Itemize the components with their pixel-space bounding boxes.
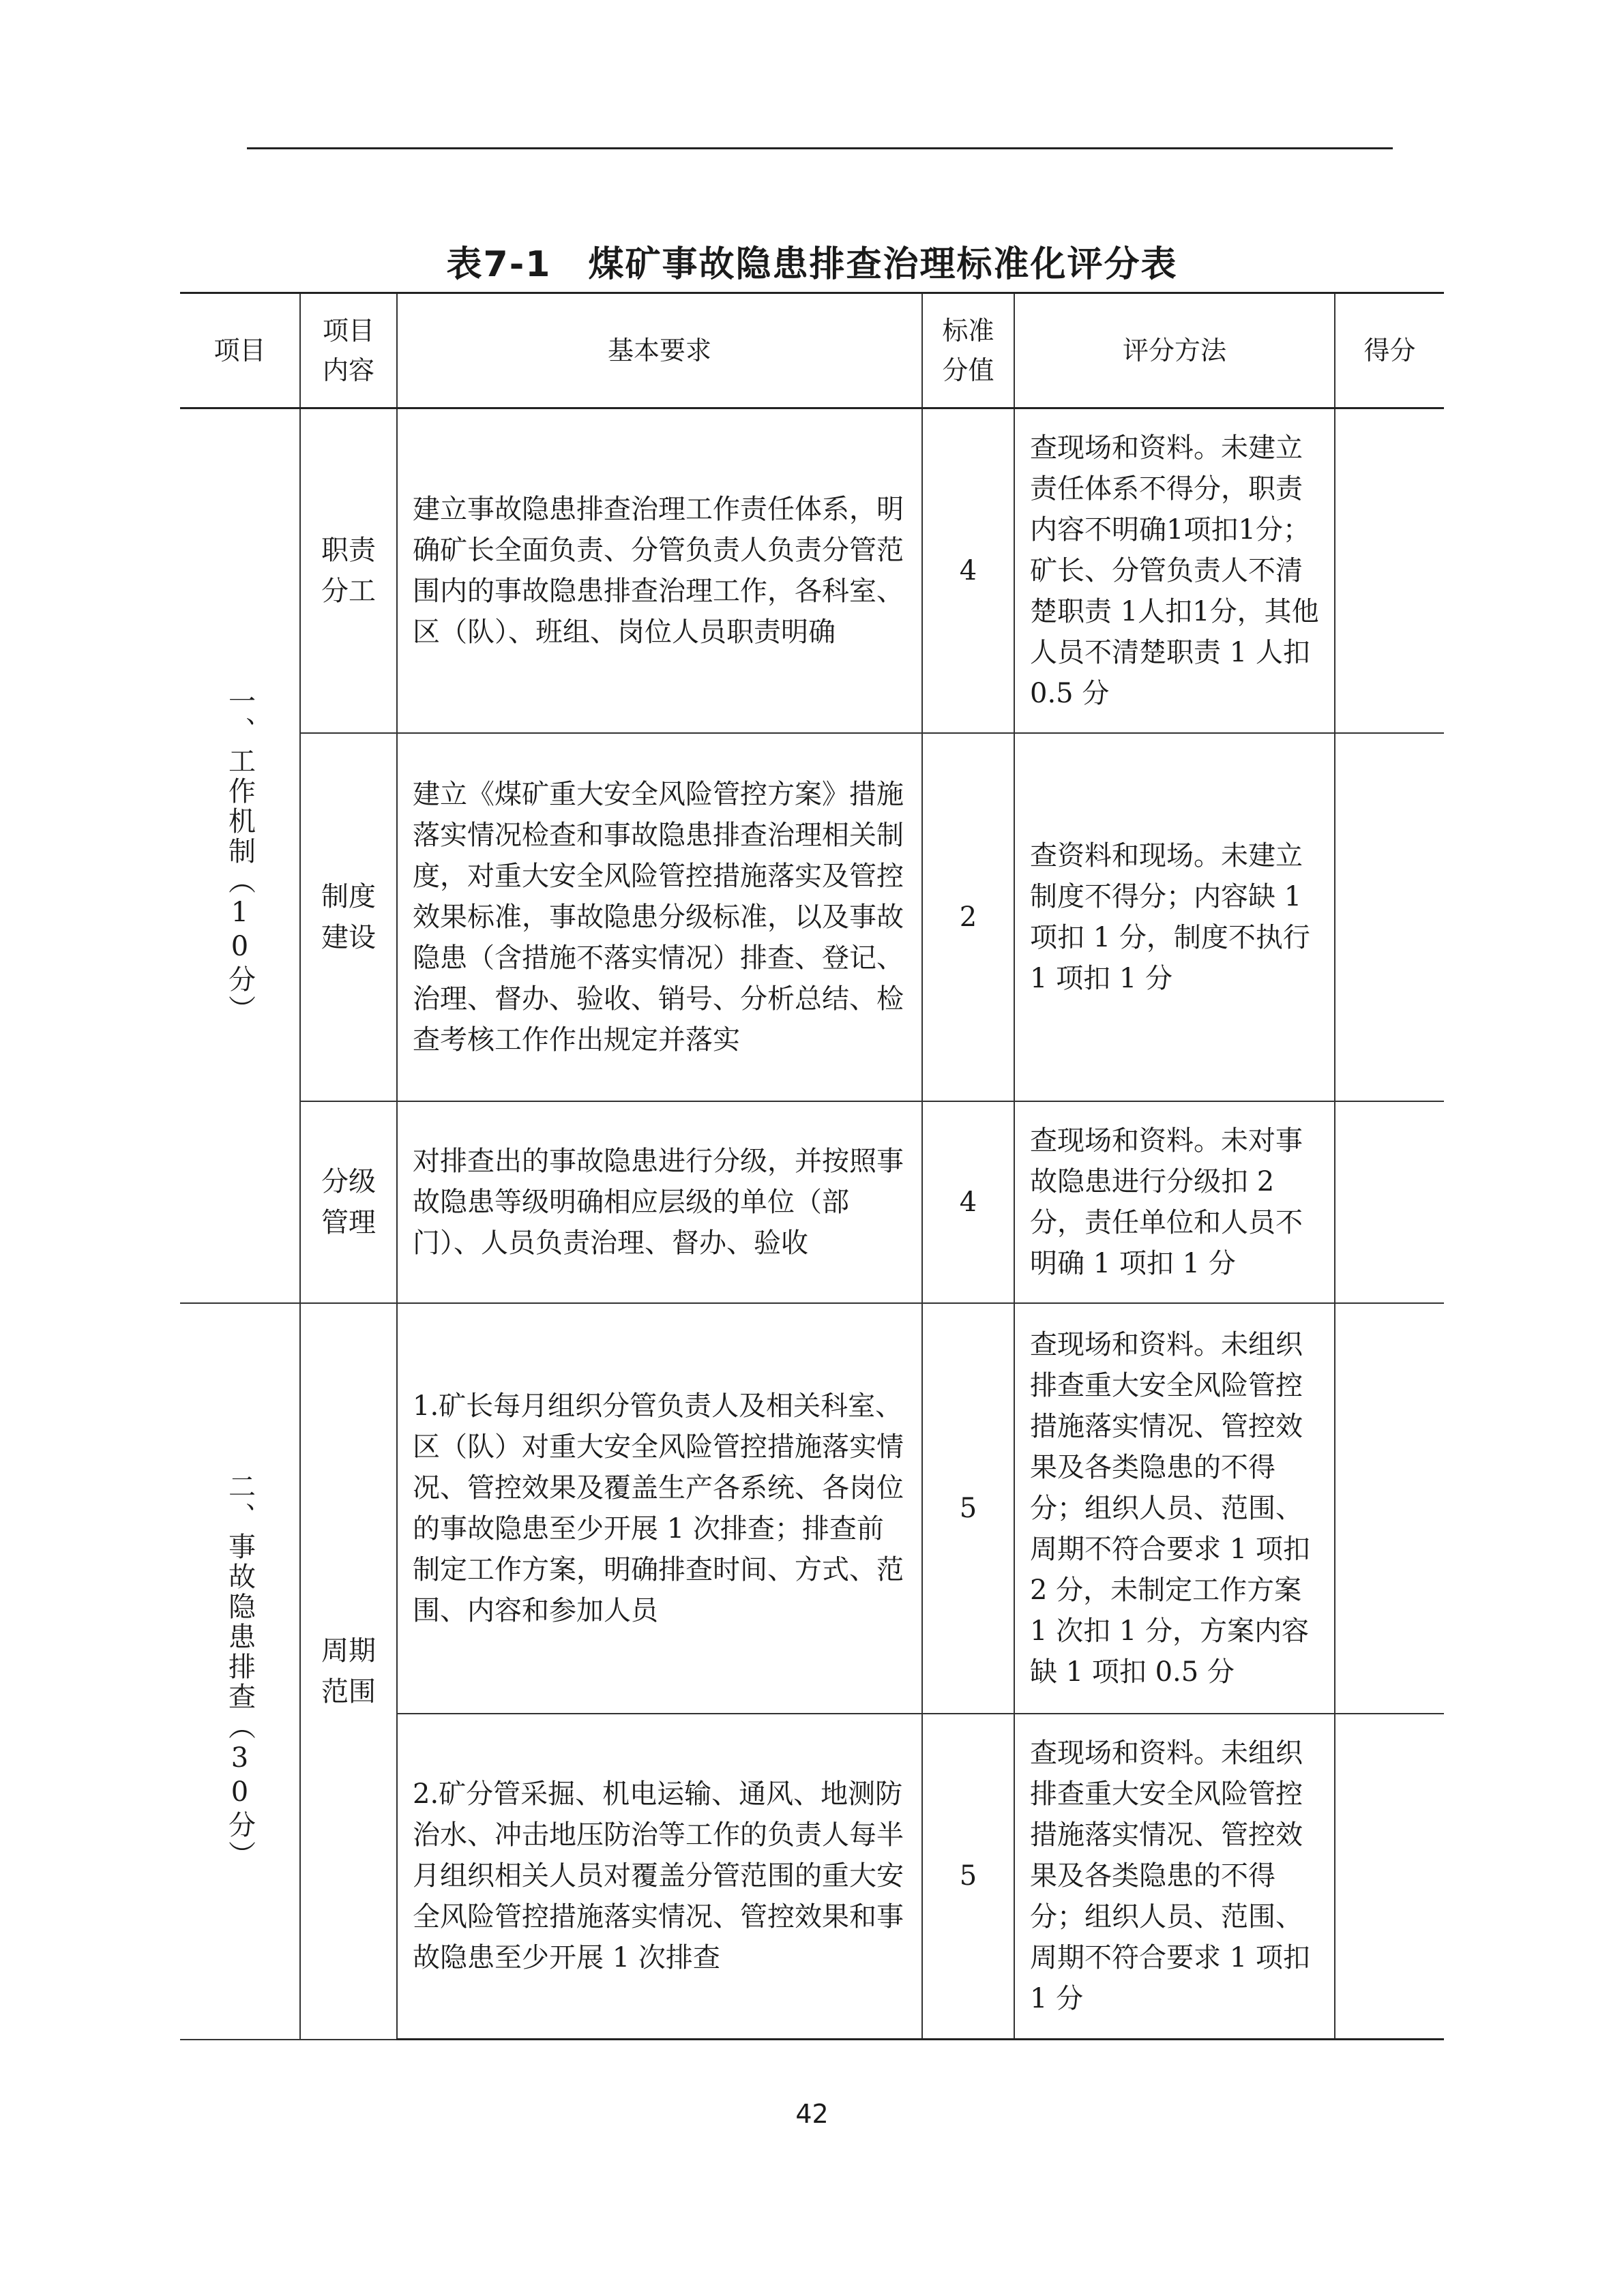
content-cell: 职责分工 <box>300 408 397 733</box>
requirement-cell: 对排查出的事故隐患进行分级，并按照事故隐患等级明确相应层级的单位（部门）、人员负责治理、督办、验收 <box>397 1101 922 1303</box>
header-score: 标准分值 <box>922 293 1014 408</box>
content-cell: 制度建设 <box>300 733 397 1101</box>
method-cell: 查现场和资料。未对事故隐患进行分级扣 2 分，责任单位和人员不明确 1 项扣 1 分 <box>1014 1101 1335 1303</box>
table-header-row <box>180 293 1444 408</box>
table-title: 表7-1 煤矿事故隐患排查治理标准化评分表 <box>446 244 1178 285</box>
score-cell: 4 <box>922 408 1014 733</box>
method-cell: 查现场和资料。未建立责任体系不得分，职责内容不明确1项扣1分；矿长、分管负责人不清楚职责 1人扣1分，其他人员不清楚职责 1 人扣 0.5 分 <box>1014 408 1335 733</box>
score-cell: 5 <box>922 1714 1014 2040</box>
content-cell: 分级管理 <box>300 1101 397 1303</box>
table-row <box>180 733 1444 1101</box>
result-cell[interactable] <box>1335 733 1444 1101</box>
header-result: 得分 <box>1335 293 1444 408</box>
requirement-cell: 建立《煤矿重大安全风险管控方案》措施落实情况检查和事故隐患排查治理相关制度，对重大安全风险管控措施落实及管控效果标准，事故隐患分级标准，以及事故隐患（含措施不落实情况）排查、登记、治理、督办、验收、销号、分析总结、检查考核工作作出规定并落实 <box>397 733 922 1101</box>
header-requirement: 基本要求 <box>397 293 922 408</box>
score-cell: 5 <box>922 1303 1014 1714</box>
group-label-cell <box>180 1303 300 2040</box>
result-cell[interactable] <box>1335 408 1444 733</box>
requirement-cell: 2.矿分管采掘、机电运输、通风、地测防治水、冲击地压防治等工作的负责人每半月组织相关人员对覆盖分管范围的重大安全风险管控措施落实情况、管控效果和事故隐患至少开展 1 次排查 <box>397 1714 922 2040</box>
requirement-cell: 1.矿长每月组织分管负责人及相关科室、区（队）对重大安全风险管控措施落实情况、管控效果及覆盖生产各系统、各岗位的事故隐患至少开展 1 次排查；排查前制定工作方案，明确排查时间、方式、范围、内容和参加人员 <box>397 1303 922 1714</box>
group-label: 一、工作机制（10分） <box>224 686 256 1025</box>
table-row <box>180 1303 1444 1714</box>
header-rule <box>247 147 1393 149</box>
header-content: 项目内容 <box>300 293 397 408</box>
result-cell[interactable] <box>1335 1714 1444 2040</box>
header-item: 项目 <box>180 293 300 408</box>
method-cell: 查资料和现场。未建立制度不得分；内容缺 1 项扣 1 分，制度不执行 1 项扣 1 分 <box>1014 733 1335 1101</box>
score-cell: 2 <box>922 733 1014 1101</box>
method-cell: 查现场和资料。未组织排查重大安全风险管控措施落实情况、管控效果及各类隐患的不得分；组织人员、范围、周期不符合要求 1 项扣 1 分 <box>1014 1714 1335 2040</box>
method-cell: 查现场和资料。未组织排查重大安全风险管控措施落实情况、管控效果及各类隐患的不得分；组织人员、范围、周期不符合要求 1 项扣 2 分，未制定工作方案 1 次扣 1 分，方案内容缺 1 项扣 0.5 分 <box>1014 1303 1335 1714</box>
group-label-cell <box>180 408 300 1303</box>
table-row <box>180 1101 1444 1303</box>
content-cell: 周期范围 <box>300 1303 397 2040</box>
page-number: 42 <box>795 2099 829 2129</box>
table-row <box>180 408 1444 733</box>
scoring-table <box>180 292 1444 2040</box>
result-cell[interactable] <box>1335 1303 1444 1714</box>
header-method: 评分方法 <box>1014 293 1335 408</box>
requirement-cell: 建立事故隐患排查治理工作责任体系，明确矿长全面负责、分管负责人负责分管范围内的事故隐患排查治理工作，各科室、区（队）、班组、岗位人员职责明确 <box>397 408 922 733</box>
score-cell: 4 <box>922 1101 1014 1303</box>
group-label: 二、事故隐患排查（30分） <box>224 1472 256 1870</box>
result-cell[interactable] <box>1335 1101 1444 1303</box>
